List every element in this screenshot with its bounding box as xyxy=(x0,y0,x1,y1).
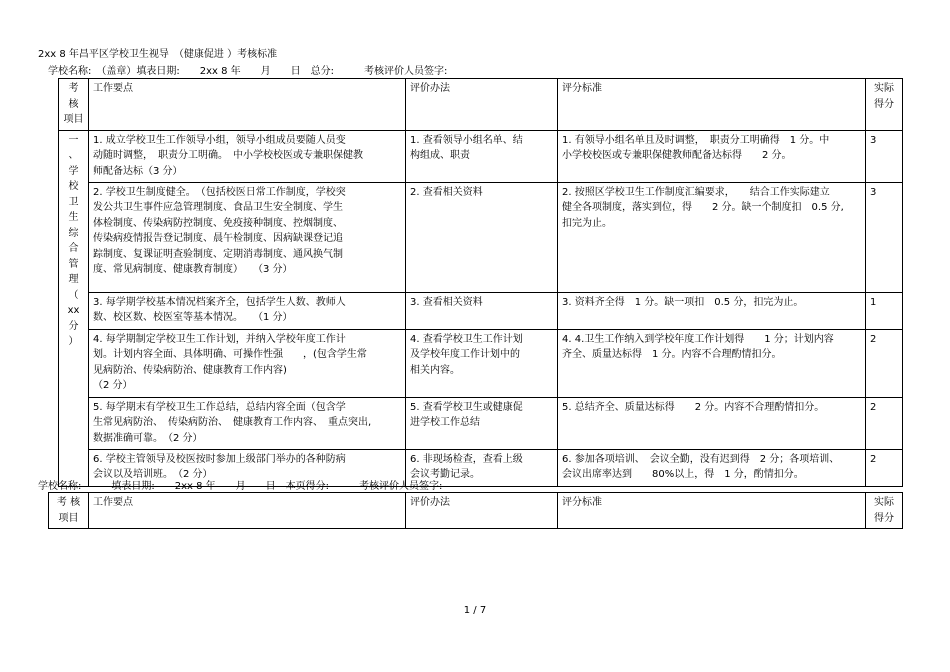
table-header-row xyxy=(49,493,903,529)
score-cell: 2 xyxy=(866,449,903,486)
table-row xyxy=(59,292,903,329)
header-actual-score: 实际 得分 xyxy=(866,79,903,131)
standard-cell xyxy=(558,397,866,449)
standard-cell xyxy=(558,292,866,329)
standard-line: 会议出席率达到 80%以上，得 1 分，酌情扣分。 xyxy=(562,469,804,480)
method-cell xyxy=(406,292,558,329)
category-char: 合 xyxy=(68,243,79,254)
header-work-points: 工作要点 xyxy=(89,493,406,529)
category-char: 、 xyxy=(68,150,79,161)
header-scoring-standard: 评分标准 xyxy=(558,493,866,529)
category-char: 卫 xyxy=(68,196,79,208)
method-cell xyxy=(406,130,558,182)
work-cell xyxy=(89,182,406,292)
work-cell xyxy=(89,329,406,397)
category-char: 一 xyxy=(68,134,79,146)
work-line: 发公共卫生事件应急管理制度、食品卫生安全制度、学生 xyxy=(93,202,343,213)
header-actual-score: 实际 得分 xyxy=(866,493,903,529)
category-cell xyxy=(59,130,89,486)
category-char: 分 xyxy=(68,320,79,332)
standard-line: 扣完为止。 xyxy=(562,217,612,229)
score-cell: 1 xyxy=(866,292,903,329)
standard-line: 1. 有领导小组名单且及时调整， 职责分工明确得 1 分。中 xyxy=(562,134,830,146)
method-cell xyxy=(406,397,558,449)
work-line: 踪制度、复课证明查验制度、定期消毒制度、通风换气制 xyxy=(93,248,343,260)
page-number: 1 / 7 xyxy=(463,605,487,616)
work-line: 2. 学校卫生制度健全。 （包括校医日常工作制度，学校突 xyxy=(93,186,346,198)
work-line: 4. 每学期制定学校卫生工作计划，并纳入学校年度工作计 xyxy=(93,333,346,345)
category-char: 管 xyxy=(68,258,79,270)
school-info-line: 学校名称: （盖章）填表日期: 2xx 8 年 月 日 总分: 考核评价人员签字: xyxy=(48,66,448,77)
header-item: 考 核 项目 xyxy=(59,79,89,131)
work-line: 数、校区数、校医室等基本情况。 （1 分） xyxy=(93,312,293,323)
score-cell: 3 xyxy=(866,130,903,182)
category-char: 理 xyxy=(68,274,79,285)
method-line: 构组成、职责 xyxy=(410,150,470,161)
assessment-table-2 xyxy=(48,492,903,529)
standard-line: 小学校校医或专兼职保健教师配备达标得 2 分。 xyxy=(562,150,792,161)
table-row xyxy=(59,182,903,292)
method-line: 1. 查看领导小组名单、结 xyxy=(410,134,523,146)
standard-line: 4. 4.卫生工作纳入到学校年度工作计划得 1 分；计划内容 xyxy=(562,333,834,345)
work-line: 度、常见病制度、健康教育制度） （3 分） xyxy=(93,264,293,275)
method-line: 进学校工作总结 xyxy=(410,417,480,428)
category-char: ） xyxy=(68,336,79,347)
category-char: 综 xyxy=(68,227,79,239)
method-line: 3. 查看相关资料 xyxy=(410,296,483,308)
header-evaluation-method: 评价办法 xyxy=(406,493,558,529)
method-line: 会议考勤记录。 xyxy=(410,469,480,480)
standard-line: 6. 参加各项培训、 会议全勤，没有迟到得 2 分；各项培训、 xyxy=(562,453,840,465)
score-cell: 2 xyxy=(866,329,903,397)
category-char: 校 xyxy=(68,181,79,192)
method-line: 及学校年度工作计划中的 xyxy=(410,349,520,360)
standard-line: 5. 总结齐全、质量达标得 2 分。内容不合理酌情扣分。 xyxy=(562,401,825,413)
score-cell: 3 xyxy=(866,182,903,292)
work-line: 生常见病防治、 传染病防治、 健康教育工作内容、 重点突出, xyxy=(93,417,372,428)
standard-line: 齐全、质量达标得 1 分。内容不合理酌情扣分。 xyxy=(562,349,782,360)
table-header-row xyxy=(59,79,903,131)
score-cell: 2 xyxy=(866,397,903,449)
work-line: 会议以及培训班。 （2 分） xyxy=(93,469,213,480)
category-char: xx xyxy=(67,305,80,316)
method-line: 2. 查看相关资料 xyxy=(410,186,483,198)
school-info-line-2: 学校名称: 填表日期: 2xx 8 年 月 日 本页得分: 考核评价人员签字: xyxy=(38,481,443,492)
header-evaluation-method: 评价办法 xyxy=(406,79,558,131)
work-line: 动随时调整， 职责分工明确。 中小学校校医或专兼职保健教 xyxy=(93,150,363,161)
header-item: 考 核 项目 xyxy=(49,493,89,529)
method-cell xyxy=(406,329,558,397)
standard-line: 2. 按照区学校卫生工作制度汇编要求， 结合工作实际建立 xyxy=(562,186,830,198)
work-cell xyxy=(89,130,406,182)
method-cell xyxy=(406,182,558,292)
work-line: （2 分） xyxy=(93,380,133,391)
standard-line: 3. 资料齐全得 1 分。缺一项扣 0.5 分，扣完为止。 xyxy=(562,296,804,308)
work-line: 数据准确可靠。 （2 分） xyxy=(93,432,203,444)
work-cell xyxy=(89,292,406,329)
category-char: （ xyxy=(68,289,79,301)
assessment-table xyxy=(58,78,903,487)
category-char: 生 xyxy=(68,212,79,223)
standard-cell xyxy=(558,329,866,397)
work-line: 师配备达标（3 分） xyxy=(93,165,183,177)
work-line: 1. 成立学校卫生工作领导小组，领导小组成员要随人员变 xyxy=(93,134,346,146)
standard-line: 健全各项制度，落实到位，得 2 分。缺一个制度扣 0.5 分, xyxy=(562,202,844,213)
table-row xyxy=(59,329,903,397)
table-row xyxy=(59,130,903,182)
header-scoring-standard: 评分标准 xyxy=(558,79,866,131)
work-line: 5. 每学期末有学校卫生工作总结，总结内容全面（包含学 xyxy=(93,401,346,413)
method-line: 6. 非现场检查，查看上级 xyxy=(410,453,523,465)
work-line: 6. 学校主管领导及校医按时参加上级部门举办的各种防病 xyxy=(93,453,346,465)
header-work-points: 工作要点 xyxy=(89,79,406,131)
method-line: 4. 查看学校卫生工作计划 xyxy=(410,333,523,345)
work-line: 传染病疫情报告登记制度、晨午检制度、因病缺课登记追 xyxy=(93,233,343,244)
work-line: 体检制度、传染病防控制度、免疫接种制度、控烟制度、 xyxy=(93,217,343,229)
work-cell xyxy=(89,397,406,449)
work-line: 见病防治、传染病防治、健康教育工作内容) xyxy=(93,364,287,376)
work-line: 3. 每学期学校基本情况档案齐全，包括学生人数、教师人 xyxy=(93,296,346,308)
standard-cell xyxy=(558,449,866,486)
standard-cell xyxy=(558,182,866,292)
category-char: 学 xyxy=(68,165,79,177)
standard-cell xyxy=(558,130,866,182)
work-line: 划。计划内容全面、具体明确、可操作性强 ，(包含学生常 xyxy=(93,349,367,360)
method-line: 相关内容。 xyxy=(410,364,460,376)
table-row xyxy=(59,397,903,449)
method-line: 5. 查看学校卫生或健康促 xyxy=(410,401,523,413)
document-title: 2xx 8 年昌平区学校卫生视导 （健康促进 ）考核标准 xyxy=(38,49,278,60)
